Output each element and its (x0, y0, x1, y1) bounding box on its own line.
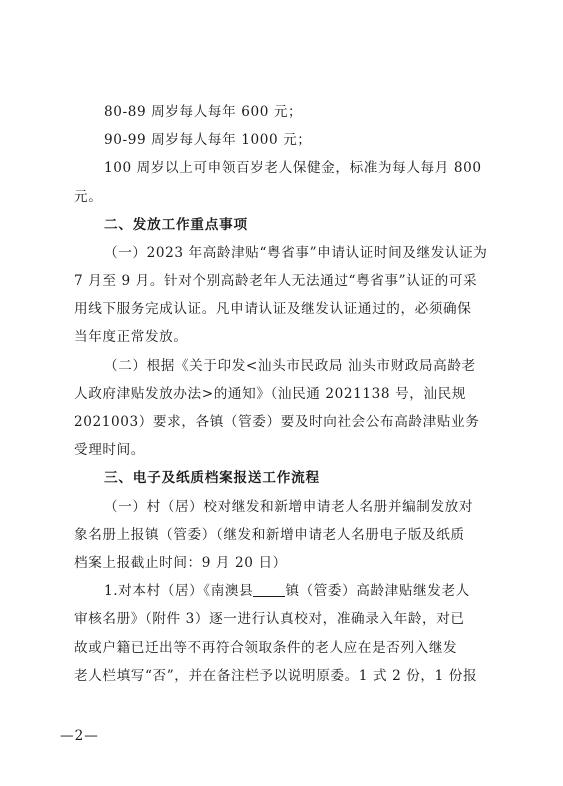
text-line: 100 周岁以上可申领百岁老人保健金，标准为每人每月 800 (104, 160, 482, 176)
text-line: 2021003）要求，各镇（管委）要及时向社会公布高龄津贴业务 (74, 414, 480, 430)
text-line (104, 583, 470, 600)
text-line: 用线下服务完成认证。凡申请认证及继发认证通过的，必须确保 (74, 301, 472, 317)
text-line: （一）2023 年高龄津贴“粤省事”申请认证时间及继发认证为 (104, 245, 488, 261)
text-line: 7 月至 9 月。针对个别高龄老年人无法通过“粤省事”认证的可采 (74, 273, 478, 289)
text-line: 元。 (74, 189, 103, 205)
text-line: 当年度正常发放。 (74, 329, 188, 345)
text-fragment: 1.对本村（居）《南澳县 (104, 583, 254, 599)
text-line: 80-89 周岁每人每年 600 元； (104, 104, 303, 120)
text-line: 老人栏填写“否”，并在备注栏予以说明原委。1 式 2 份，1 份报 (74, 668, 478, 684)
text-line: 受理时间。 (74, 442, 145, 458)
text-line: 审核名册》（附件 3）逐一进行认真校对，准确录入年龄，对已 (74, 611, 465, 627)
text-line: 象名册上报镇（管委）（继发和新增申请老人名册电子版及纸质 (74, 527, 465, 543)
text-line: （一）村（居）校对继发和新增申请老人名册并编制发放对 (104, 499, 474, 515)
text-line: 档案上报截止时间：9 月 20 日） (74, 555, 287, 571)
text-line: 故或户籍已迁出等不再符合领取条件的老人应在是否列入继发 (74, 640, 458, 656)
fill-in-blank (253, 583, 285, 597)
text-line: 90-99 周岁每人每年 1000 元； (104, 132, 312, 148)
section-heading: 三、电子及纸质档案报送工作流程 (104, 470, 320, 486)
page-number: —2— (60, 728, 99, 744)
text-line: （二）根据《关于印发<汕头市民政局 汕头市财政局高龄老 (104, 358, 476, 374)
text-line: 人政府津贴发放办法>的通知》（汕民通 2021138 号，汕民规 (74, 386, 467, 402)
section-heading: 二、发放工作重点事项 (104, 217, 248, 233)
text-fragment: 镇（管委）高龄津贴继发老人 (285, 583, 470, 599)
